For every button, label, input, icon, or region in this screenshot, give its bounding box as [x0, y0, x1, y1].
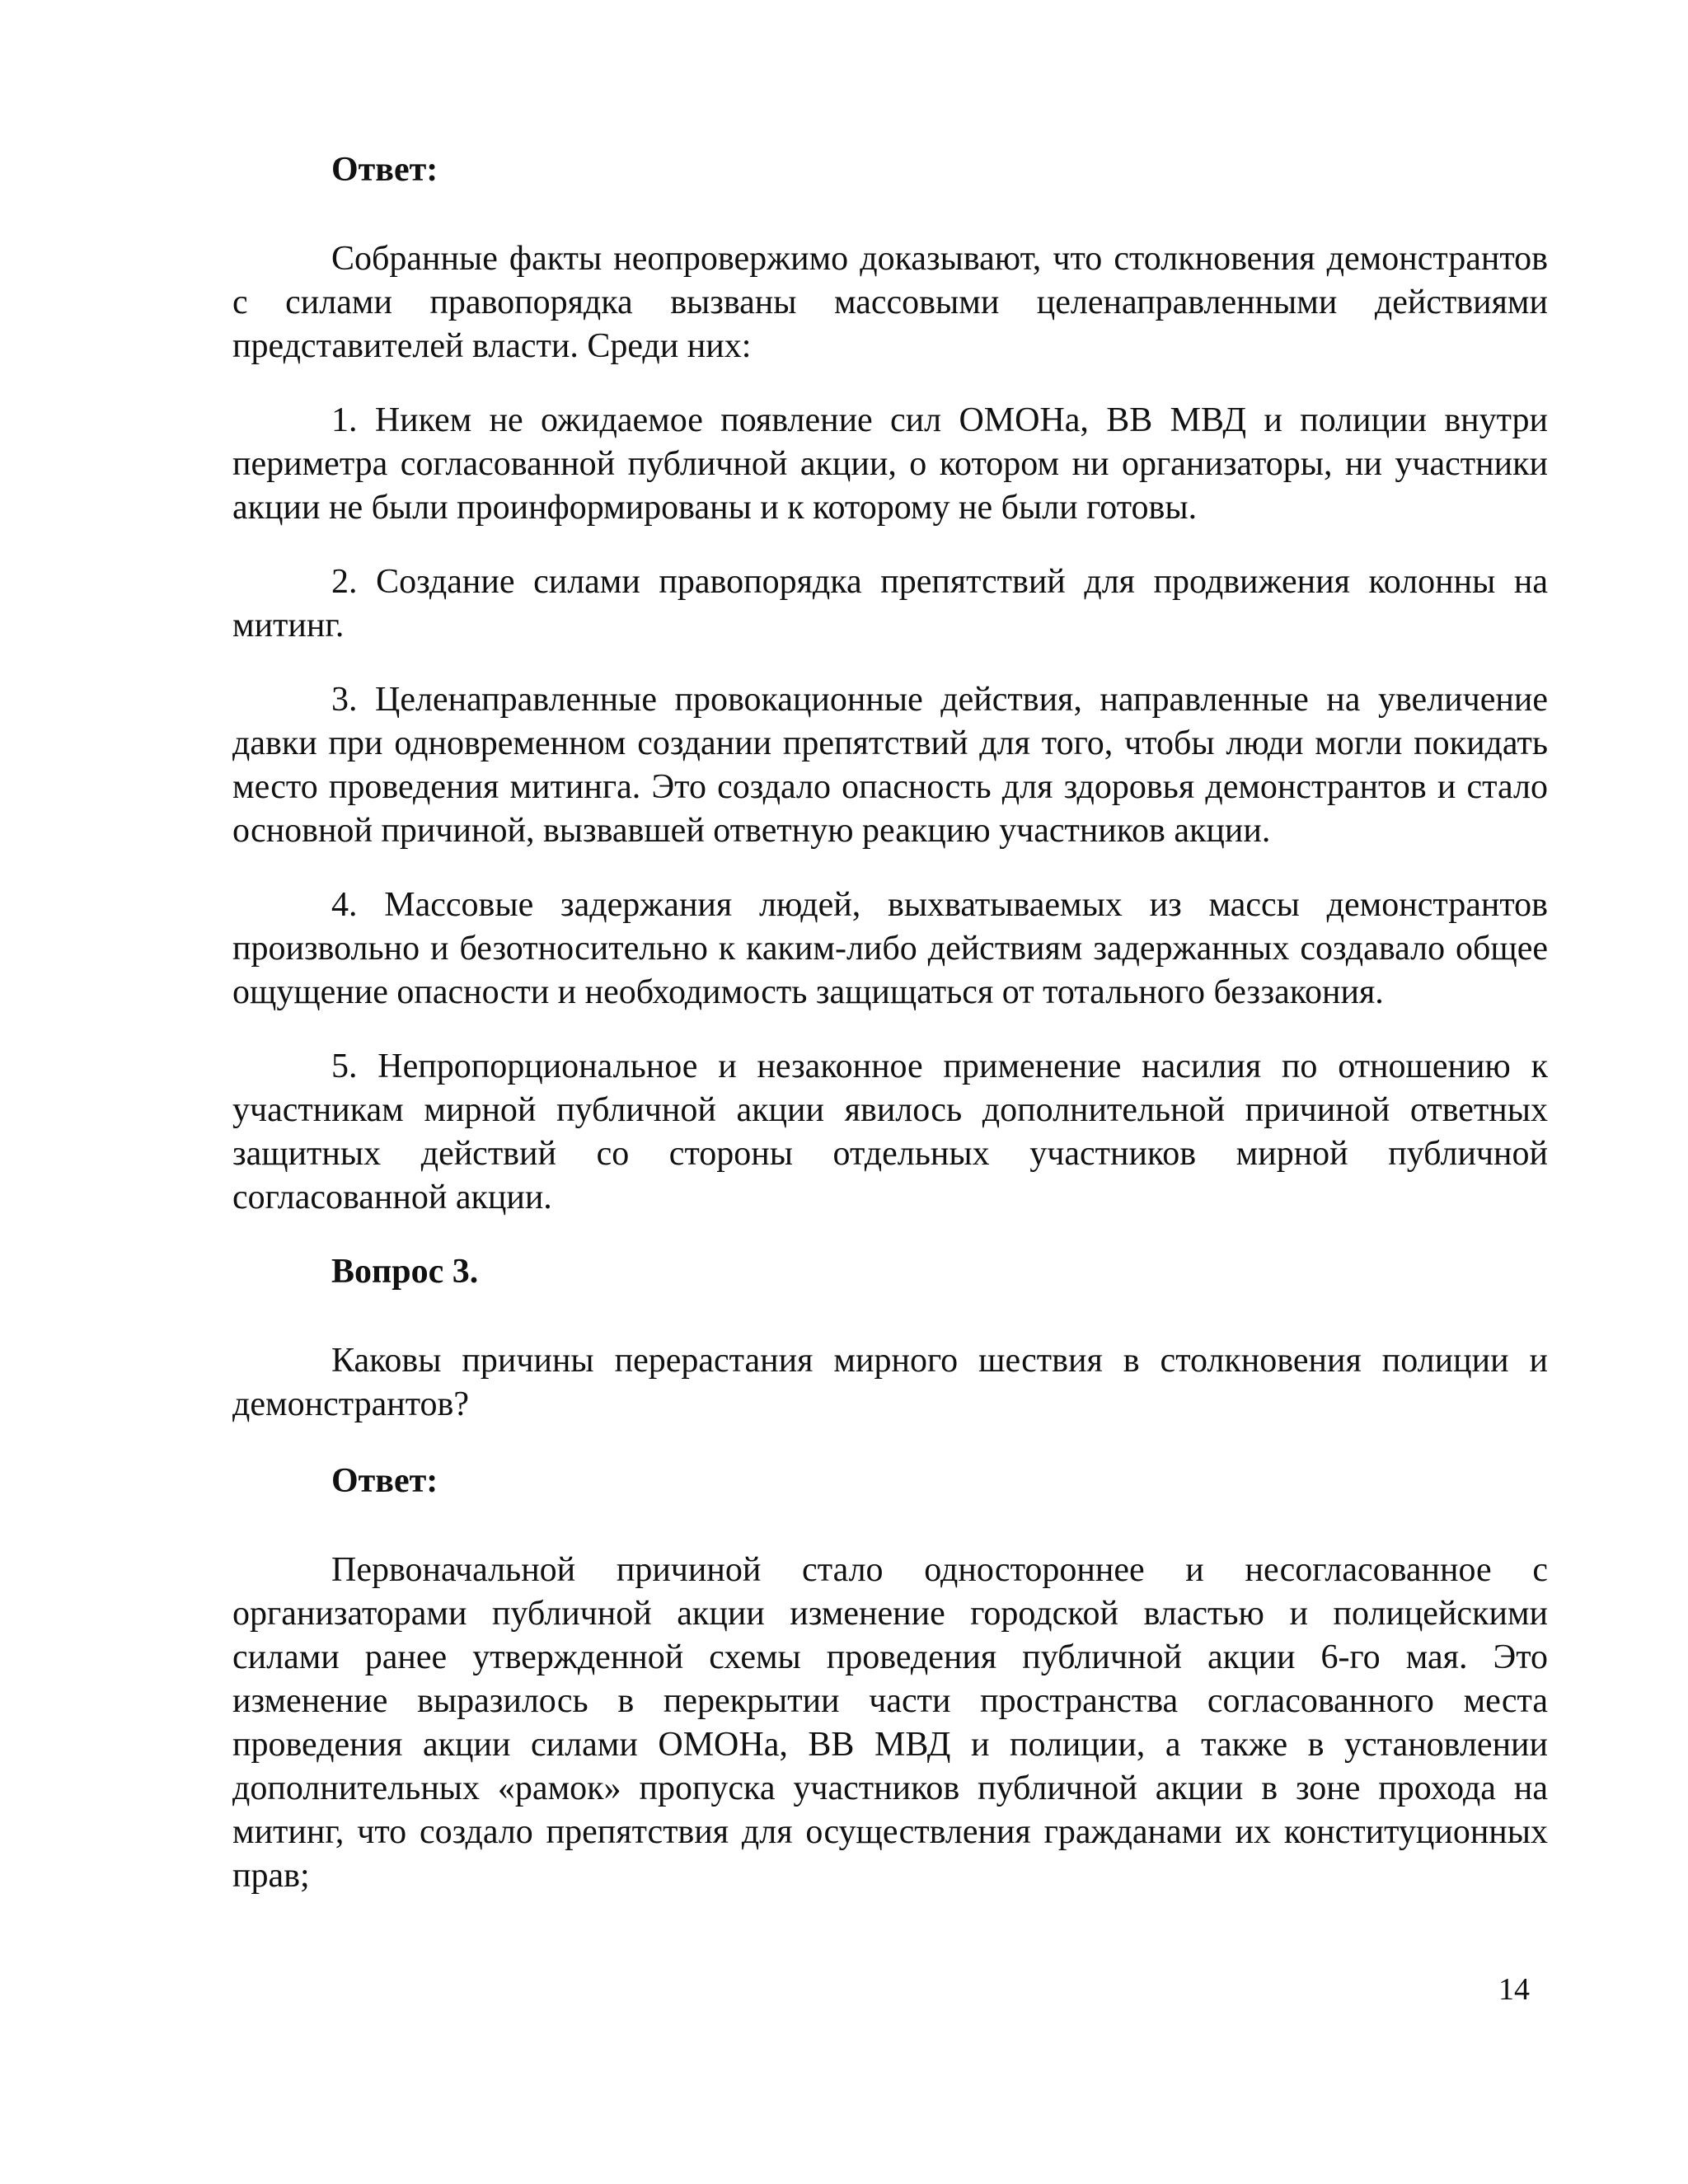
final-paragraph: Первоначальной причиной стало одностороннее и несогласованное с организаторами публичной акции изменение городской властью и полицейскими силами ранее утвержденной схемы проведения публичной акции 6-го мая. Это изменение выразилось в перекрытии части пространства согласованного места проведения акции силами ОМОНа, ВВ МВД и полиции, а также в установлении дополнительных «рамок» пропуска участников публичной акции в зоне прохода на митинг, что создало препятствия для осуществления гражданами их конституционных прав;: [232, 1551, 1548, 1895]
document-page: [232, 148, 1548, 1929]
intro-paragraph: Собранные факты неопровержимо доказывают, что столкновения демонстрантов с силами правопорядка вызваны массовыми целенаправленными действиями представителей власти. Среди них:: [232, 240, 1548, 365]
list-item-3: 3. Целенаправленные провокационные действия, направленные на увеличение давки при одновременном создании препятствий для того, чтобы люди могли покидать место проведения митинга. Это создало опасность для здоровья демонстрантов и стало основной причиной, вызвавшей ответную реакцию участников акции.: [232, 681, 1548, 850]
answer-heading: Ответ:: [331, 151, 438, 189]
list-item-4: 4. Массовые задержания людей, выхватываемых из массы демонстрантов произвольно и безотносительно к каким-либо действиям задержанных создавало общее ощущение опасности и необходимость защищаться от тотального беззакония.: [232, 886, 1548, 1011]
list-item-2: 2. Создание силами правопорядка препятствий для продвижения колонны на митинг.: [232, 563, 1548, 644]
question-text: Каковы причины перерастания мирного шествия в столкновения полиции и демонстрантов?: [232, 1342, 1548, 1423]
list-item-5: 5. Непропорциональное и незаконное применение насилия по отношению к участникам мирной публичной акции явилось дополнительной причиной ответных защитных действий со стороны отдельных участников мирной публичной согласованной акции.: [232, 1047, 1548, 1216]
list-item-1: 1. Никем не ожидаемое появление сил ОМОНа, ВВ МВД и полиции внутри периметра согласованной публичной акции, о котором ни организаторы, ни участники акции не были проинформированы и к которому не были готовы.: [232, 401, 1548, 527]
question-heading: Вопрос 3.: [331, 1253, 479, 1291]
answer-heading-2: Ответ:: [331, 1462, 438, 1500]
page-number: 14: [1498, 1972, 1530, 2007]
